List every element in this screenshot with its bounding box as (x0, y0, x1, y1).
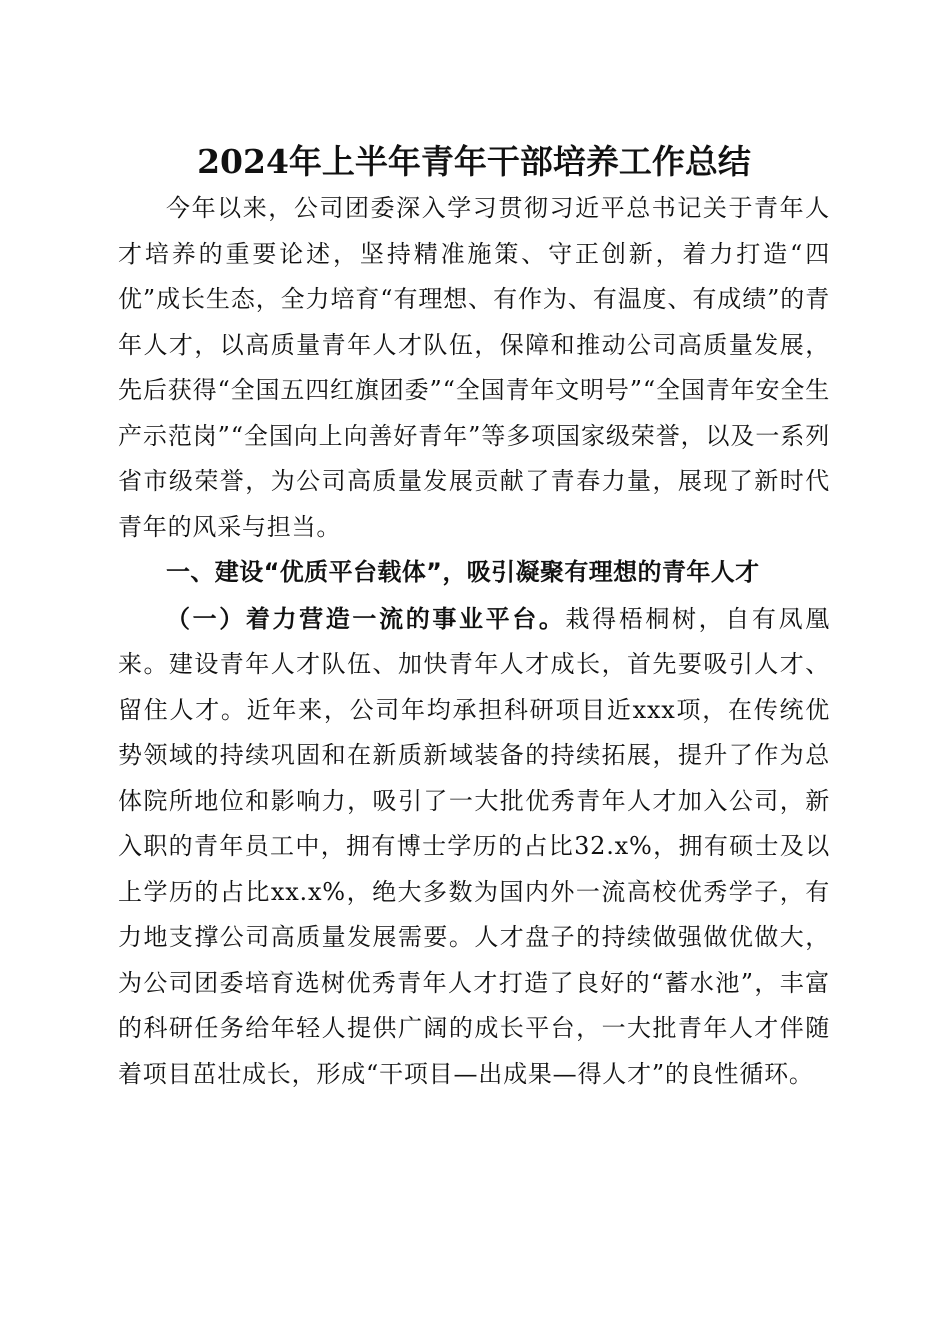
subsection-body-1: 栽得梧桐树，自有凤凰来。建设青年人才队伍、加快青年人才成长，首先要吸引人才、留住人才。近年来，公司年均承担科研项目近xxx项，在传统优势领域的持续巩固和在新质新域装备的持续拓展，提升了作为总体院所地位和影响力，吸引了一大批优秀青年人才加入公司，新入职的青年员工中，拥有博士学历的占比32.x%，拥有硕士及以上学历的占比xx.x%，绝大多数为国内外一流高校优秀学子，有力地支撑公司高质量发展需要。人才盘子的持续做强做优做大，为公司团委培育选树优秀青年人才打造了良好的“蓄水池”，丰富的科研任务给年轻人提供广阔的成长平台，一大批青年人才伴随着项目茁壮成长，形成“干项目—出成果—得人才”的良性循环。 (118, 604, 830, 1088)
document-title: 2024年上半年青年干部培养工作总结 (197, 142, 751, 181)
subsection-heading-1: （一）着力营造一流的事业平台。 (166, 603, 566, 633)
section-heading-1: 一、建设“优质平台载体”，吸引凝聚有理想的青年人才 (166, 558, 760, 586)
intro-paragraph: 今年以来，公司团委深入学习贯彻习近平总书记关于青年人才培养的重要论述，坚持精准施策、守正创新，着力打造“四优”成长生态，全力培育“有理想、有作为、有温度、有成绩”的青年人才，以高质量青年人才队伍，保障和推动公司高质量发展，先后获得“全国五四红旗团委”“全国青年文明号”“全国青年安全生产示范岗”“全国向上向善好青年”等多项国家级荣誉，以及一系列省市级荣誉，为公司高质量发展贡献了青春力量，展现了新时代青年的风采与担当。 (118, 194, 830, 541)
document-page (118, 138, 830, 1097)
subsection-paragraph-1 (118, 596, 830, 1098)
